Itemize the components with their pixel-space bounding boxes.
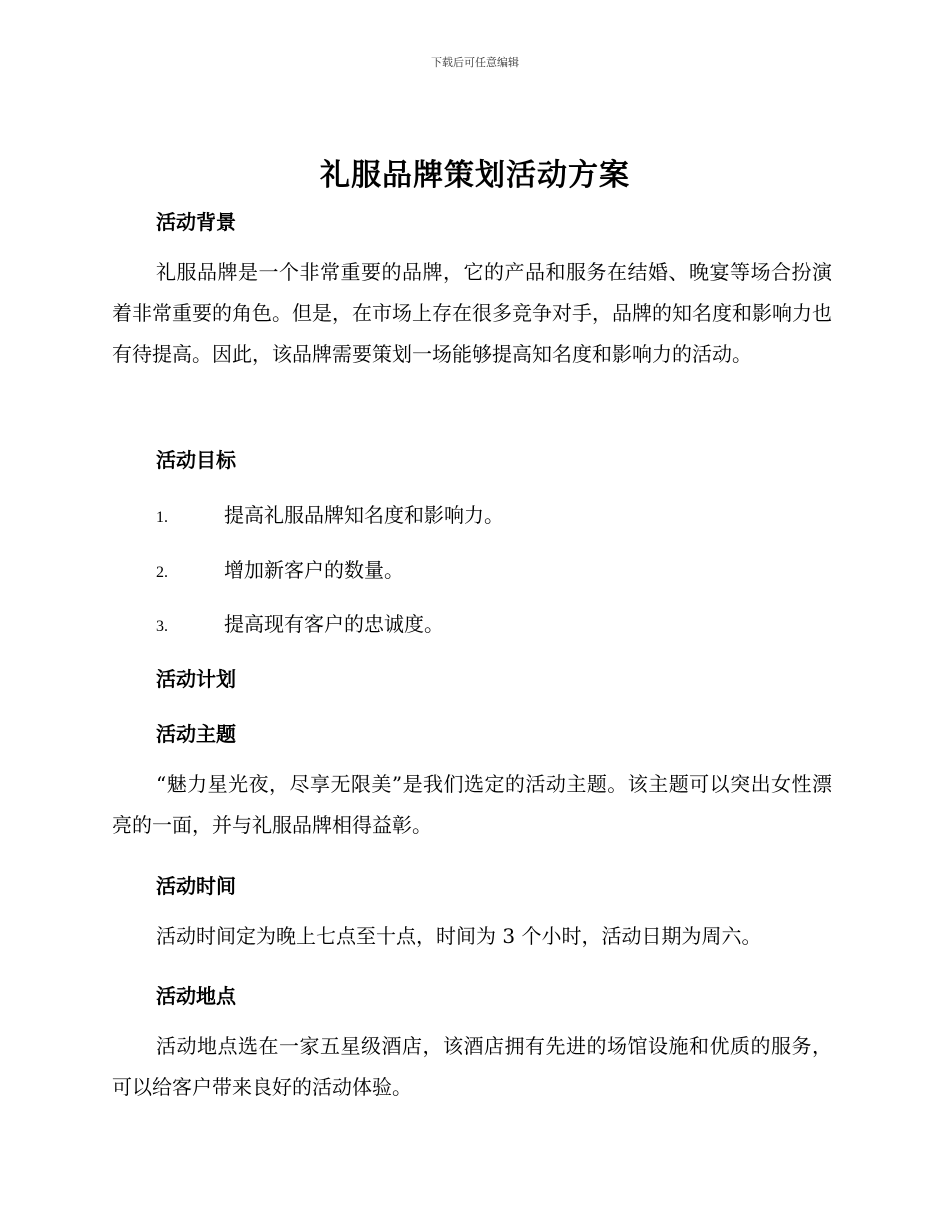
- list-item-text: 增加新客户的数量。: [224, 558, 404, 582]
- section-heading-theme: 活动主题: [156, 722, 236, 746]
- paragraph-background: 礼服品牌是一个非常重要的品牌，它的产品和服务在结婚、晚宴等场合扮演着非常重要的角色。但是，在市场上存在很多竞争对手，品牌的知名度和影响力也有待提高。因此，该品牌需要策划一场能够提高知名度和影响力的活动。: [112, 260, 832, 366]
- header-note: 下载后可任意编辑: [431, 56, 519, 69]
- list-item: [156, 554, 404, 583]
- section-heading-plan: 活动计划: [156, 667, 236, 691]
- list-item-text: 提高礼服品牌知名度和影响力。: [224, 503, 504, 527]
- section-heading-location: 活动地点: [156, 984, 236, 1008]
- paragraph-time: 活动时间定为晚上七点至十点，时间为 3 个小时，活动日期为周六。: [156, 924, 762, 948]
- list-item-text: 提高现有客户的忠诚度。: [224, 612, 444, 636]
- section-heading-background: 活动背景: [156, 210, 236, 234]
- paragraph-theme: “魅力星光夜，尽享无限美”是我们选定的活动主题。该主题可以突出女性漂亮的一面，并与礼服品牌相得益彰。: [112, 772, 832, 837]
- list-item-number: 1.: [156, 509, 168, 526]
- list-item-number: 3.: [156, 618, 168, 635]
- document-title: 礼服品牌策划活动方案: [320, 158, 630, 193]
- list-item: [156, 499, 504, 528]
- section-heading-time: 活动时间: [156, 874, 236, 898]
- paragraph-location: 活动地点选在一家五星级酒店，该酒店拥有先进的场馆设施和优质的服务，可以给客户带来良好的活动体验。: [112, 1034, 832, 1099]
- list-item: [156, 608, 444, 637]
- section-heading-goals: 活动目标: [156, 448, 236, 472]
- list-item-number: 2.: [156, 564, 168, 581]
